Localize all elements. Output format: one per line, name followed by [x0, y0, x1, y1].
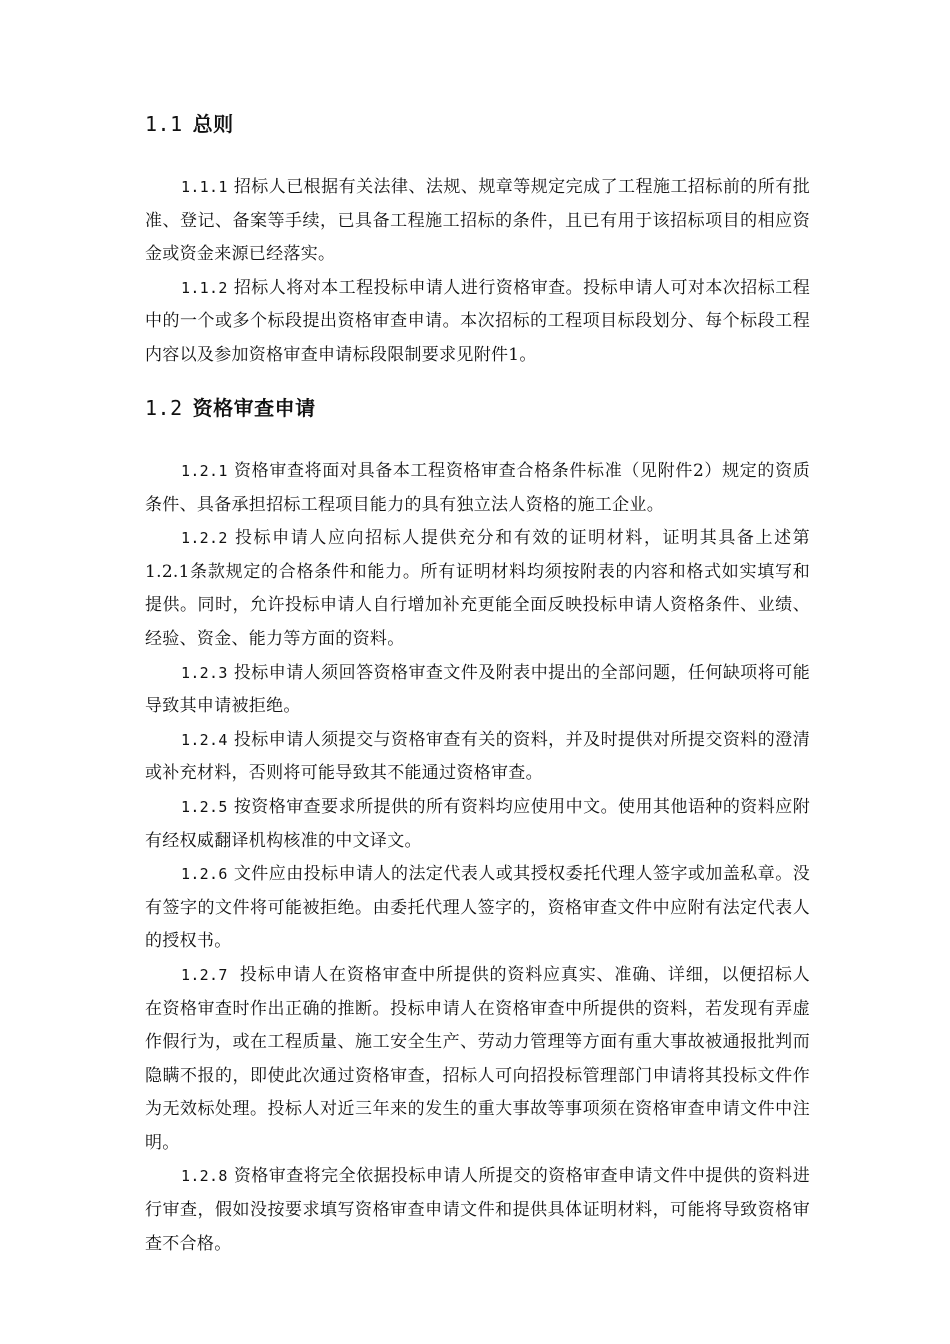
section-title: 总则 [192, 112, 234, 136]
clause-number: 1.1.2 [181, 278, 228, 297]
section-number: 1.1 [145, 112, 183, 136]
clause-paragraph [145, 171, 810, 272]
clause-paragraph [145, 959, 810, 1161]
clause-paragraph [145, 455, 810, 522]
section-qualification-application [145, 394, 810, 1261]
clause-text: 资格审查将面对具备本工程资格审查合格条件标准（见附件2）规定的资质条件、具备承担招标工程项目能力的具有独立法人资格的施工企业。 [145, 461, 810, 515]
clause-text: 招标人已根据有关法律、法规、规章等规定完成了工程施工招标前的所有批准、登记、备案等手续，已具备工程施工招标的条件，且已有用于该招标项目的相应资金或资金来源已经落实。 [145, 177, 810, 265]
clause-number: 1.2.1 [181, 462, 228, 480]
clause-number: 1.2.5 [181, 797, 228, 816]
clause-number: 1.2.7 [181, 965, 228, 984]
clause-text: 招标人将对本工程投标申请人进行资格审查。投标申请人可对本次招标工程中的一个或多个标段提出资格审查申请。本次招标的工程项目标段划分、每个标段工程内容以及参加资格审查申请标段限制要求见附件1。 [145, 277, 810, 365]
clause-text: 投标申请人须回答资格审查文件及附表中提出的全部问题，任何缺项将可能导致其申请被拒绝。 [145, 662, 810, 717]
clause-paragraph [145, 791, 810, 858]
section-title: 资格审查申请 [192, 396, 316, 420]
clause-number: 1.2.3 [181, 663, 228, 682]
clause-text: 投标申请人须提交与资格审查有关的资料，并及时提供对所提交资料的澄清或补充材料，否则将可能导致其不能通过资格审查。 [145, 729, 810, 784]
section-body [145, 455, 810, 1261]
clause-paragraph [145, 522, 810, 656]
clause-paragraph [145, 1160, 810, 1261]
section-number: 1.2 [145, 396, 183, 420]
section-heading [145, 394, 810, 422]
clause-text: 文件应由投标申请人的法定代表人或其授权委托代理人签字或加盖私章。没有签字的文件将可能被拒绝。由委托代理人签字的，资格审查文件中应附有法定代表人的授权书。 [145, 864, 810, 952]
clause-number: 1.2.6 [181, 865, 228, 884]
section-general [145, 110, 810, 373]
clause-paragraph [145, 272, 810, 373]
clause-paragraph [145, 724, 810, 791]
clause-text: 按资格审查要求所提供的所有资料均应使用中文。使用其他语种的资料应附有经权威翻译机构核准的中文译文。 [145, 796, 810, 851]
clause-text: 投标申请人应向招标人提供充分和有效的证明材料，证明其具备上述第1.2.1条款规定的合格条件和能力。所有证明材料均须按附表的内容和格式如实填写和提供。同时，允许投标申请人自行增加补充更能全面反映投标申请人资格条件、业绩、经验、资金、能力等方面的资料。 [145, 528, 810, 649]
clause-paragraph [145, 657, 810, 724]
clause-number: 1.2.8 [181, 1167, 228, 1186]
clause-number: 1.1.1 [181, 178, 228, 196]
section-heading [145, 110, 810, 138]
clause-text: 投标申请人在资格审查中所提供的资料应真实、准确、详细，以便招标人在资格审查时作出正确的推断。投标申请人在资格审查中所提供的资料，若发现有弄虚作假行为，或在工程质量、施工安全生产、劳动力管理等方面有重大事故被通报批判而隐瞒不报的，即使此次通过资格审查，招标人可向招投标管理部门申请将其投标文件作为无效标处理。投标人对近三年来的发生的重大事故等事项须在资格审查申请文件中注明。 [145, 964, 810, 1153]
clause-number: 1.2.2 [181, 529, 228, 548]
clause-text: 资格审查将完全依据投标申请人所提交的资格审查申请文件中提供的资料进行审查，假如没按要求填写资格审查申请文件和提供具体证明材料，可能将导致资格审查不合格。 [145, 1166, 810, 1254]
clause-number: 1.2.4 [181, 730, 228, 749]
section-body [145, 171, 810, 373]
clause-paragraph [145, 858, 810, 959]
